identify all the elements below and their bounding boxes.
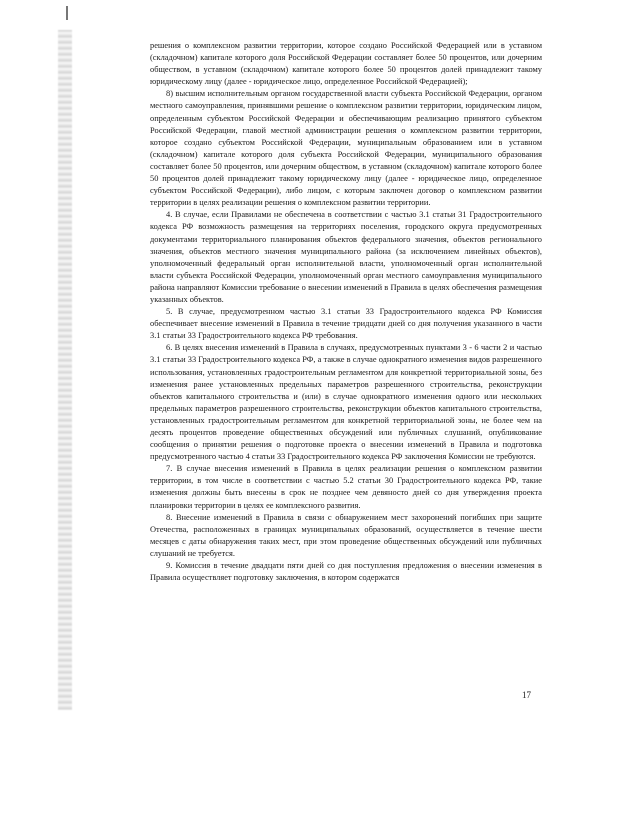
page-number: 17: [522, 690, 531, 700]
paragraph-item-8: 8) высшим исполнительным органом государственной власти субъекта Российской Федерации, органом местного самоуправления, принявшими решение о комплексном развитии территории, юридическим лицом, определенным субъектом Российской Федерации и обеспечивающим реализацию принятого субъектом Российской Федерации, главой местной администрации решения о комплексном развитии территории, которое создано субъектом Российской Федерации, муниципальным образованием или в уставном (складочном) капитале которого доля субъекта Российской Федерации, муниципального образования составляет более 50 процентов, или дочерним обществом, в уставном (складочном) капитале которого более 50 процентов долей принадлежит такому юридическому лицу (далее - юридическое лицо, определенное субъектом Российской Федерации), либо лицом, с которым заключен договор о комплексном развитии территории в целях реализации решения о комплексном развитии территории.: [150, 89, 542, 208]
scan-binding-edge: [58, 30, 72, 710]
paragraph-9: 9. Комиссия в течение двадцати пяти дней со дня поступления предложения о внесении изменения в Правила осуществляет подготовку заключения, в котором содержатся: [150, 561, 542, 583]
document-body: [150, 40, 542, 584]
paragraph-7: 7. В случае внесения изменений в Правила в целях реализации решения о комплексном развитии территории, в том числе в соответствии с частью 5.2 статьи 30 Градостроительного кодекса РФ, такие изменения должны быть внесены в срок не позднее чем девяносто дней со дня утверждения проекта планировки территории в целях ее комплексного развития.: [150, 464, 542, 510]
paragraph-5: 5. В случае, предусмотренном частью 3.1 статьи 33 Градостроительного кодекса РФ Комиссия обеспечивает внесение изменений в Правила в течение тридцати дней со дня получения указанного в части 3.1 статьи 33 Градостроительного кодекса РФ требования.: [150, 307, 542, 341]
scan-artifact-mark: [66, 6, 68, 20]
paragraph-6: 6. В целях внесения изменений в Правила в случаях, предусмотренных пунктами 3 - 6 части 2 и частью 3.1 статьи 33 Градостроительного кодекса РФ, а также в случае однократного изменения видов разрешенного использования, установленных градостроительным регламентом для конкретной территориальной зоны, без изменения ранее установленных предельных параметров разрешенного строительства, реконструкции объектов капитального строительства и (или) в случае однократного изменения одного или нескольких предельных параметров разрешенного строительства, реконструкции объектов капитального строительства, установленных градостроительным регламентом для конкретной территориальной зоны, не более чем на десять процентов проведение общественных обсуждений или публичных слушаний, опубликование сообщения о принятии решения о подготовке проекта о внесении изменений в Правила и подготовка предусмотренного частью 4 статьи 33 Градостроительного кодекса РФ заключения Комиссии не требуются.: [150, 343, 542, 462]
paragraph-8: 8. Внесение изменений в Правила в связи с обнаружением мест захоронений погибших при защите Отечества, расположенных в границах муниципальных образований, осуществляется в течение шести месяцев с даты обнаружения таких мест, при этом проведение общественных обсуждений или публичных слушаний не требуется.: [150, 512, 542, 558]
paragraph-4: 4. В случае, если Правилами не обеспечена в соответствии с частью 3.1 статьи 31 Градостроительного кодекса РФ возможность размещения на территориях поселения, городского округа предусмотренных документами территориального планирования объектов федерального значения, объектов регионального значения, объектов местного значения муниципального района (за исключением линейных объектов), уполномоченный федеральный орган исполнительной власти, уполномоченный орган исполнительной власти субъекта Российской Федерации, уполномоченный орган местного самоуправления муниципального района направляют Комиссии требование о внесении изменений в Правила в целях обеспечения размещения указанных объектов.: [150, 210, 542, 304]
paragraph-continuation: решения о комплексном развитии территории, которое создано Российской Федерацией или в уставном (складочном) капитале которого доля Российской Федерации составляет более 50 процентов, или дочерним обществом, в уставном (складочном) капитале которого более 50 процентов долей принадлежит такому юридическому лицу (далее - юридическое лицо, определенное Российской Федерацией);: [150, 41, 542, 87]
